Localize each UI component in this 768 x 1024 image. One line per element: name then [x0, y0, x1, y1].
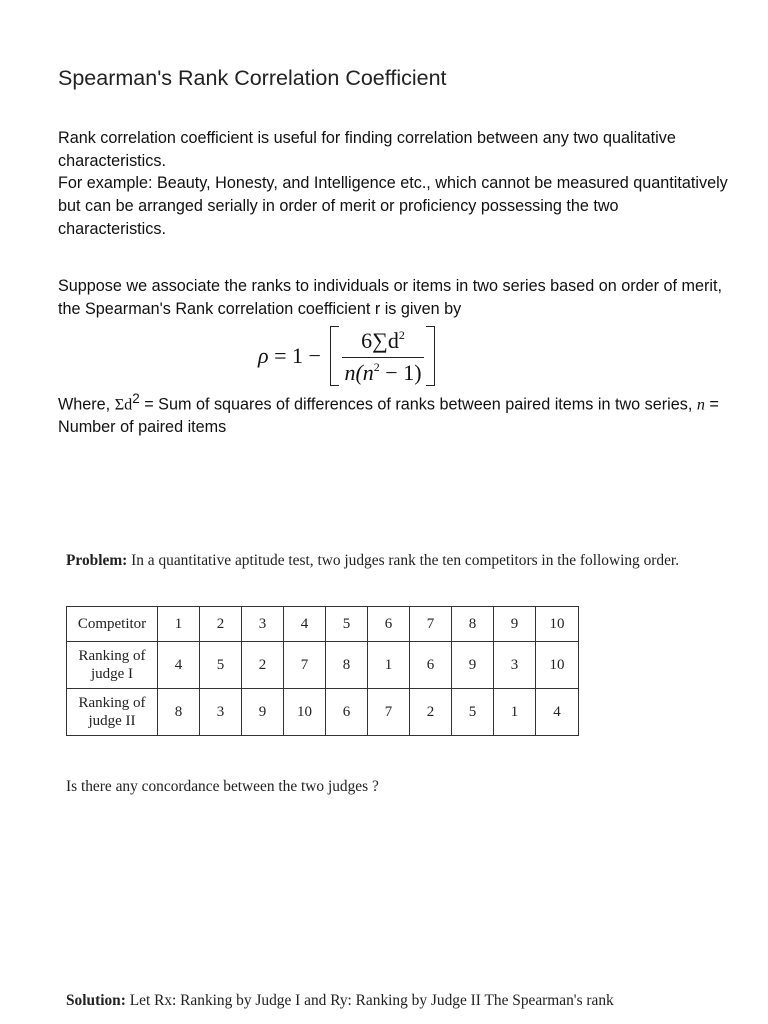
table-cell: 10: [536, 642, 579, 689]
ranking-table: [66, 606, 579, 736]
left-bracket: [330, 326, 339, 386]
table-cell: 1: [494, 689, 536, 736]
problem-label: Problem:: [66, 552, 128, 569]
table-cell: 8: [452, 607, 494, 642]
table-cell: 7: [368, 689, 410, 736]
table-cell: 8: [326, 642, 368, 689]
row-header-line-2: judge I: [90, 666, 134, 682]
spearman-formula: [258, 326, 448, 388]
right-bracket: [426, 326, 435, 386]
table-cell: 9: [452, 642, 494, 689]
row-header-line-1: Ranking of: [78, 695, 146, 711]
where-lead: Where,: [58, 395, 115, 414]
denominator-exponent: 2: [373, 360, 380, 374]
table-cell: 6: [326, 689, 368, 736]
table-cell: 2: [410, 689, 452, 736]
denominator-text-a: n(n: [344, 360, 374, 385]
table-cell: 3: [200, 689, 242, 736]
table-cell: 7: [284, 642, 326, 689]
numerator-text: 6∑d: [361, 328, 399, 353]
page-title: Spearman's Rank Correlation Coefficient: [58, 66, 447, 90]
formula-lhs: [258, 343, 321, 369]
numerator-exponent: 2: [398, 328, 405, 342]
denominator-text-b: − 1): [379, 360, 422, 385]
solution-label: Solution:: [66, 992, 126, 1009]
problem-text: In a quantitative aptitude test, two judges rank the ten competitors in the following order.: [127, 552, 680, 569]
where-text: [58, 388, 728, 439]
table-cell: 6: [410, 642, 452, 689]
table-cell: 7: [410, 607, 452, 642]
row-header-judge-1: [67, 642, 158, 689]
row-header-judge-2: [67, 689, 158, 736]
intro-line-2: For example: Beauty, Honesty, and Intelligence etc., which cannot be measured quantitatively but can be arranged serially in order of merit or proficiency possessing the two characteristics.: [58, 174, 728, 238]
table-cell: 6: [368, 607, 410, 642]
table-cell: 1: [158, 607, 200, 642]
row-header-line-1: Ranking of: [78, 648, 146, 664]
table-cell: 2: [242, 642, 284, 689]
table-cell: 8: [158, 689, 200, 736]
intro-line-1: Rank correlation coefficient is useful for finding correlation between any two qualitative characteristics.: [58, 129, 676, 170]
suppose-paragraph: [58, 275, 728, 320]
table-cell: 5: [452, 689, 494, 736]
table-cell: 3: [494, 642, 536, 689]
table-cell: 10: [284, 689, 326, 736]
n-description: = Number of paired items: [58, 395, 719, 437]
table-cell: 4: [158, 642, 200, 689]
table-row-competitor: [67, 607, 579, 642]
sum-d-symbol: Σd: [114, 395, 133, 414]
problem-statement: [66, 546, 696, 575]
table-cell: 2: [200, 607, 242, 642]
solution-statement: [66, 986, 696, 1015]
sum-d-description: = Sum of squares of differences of ranks between paired items in two series,: [139, 395, 697, 414]
formula-numerator: [342, 328, 424, 354]
row-header-competitor: Competitor: [67, 607, 158, 642]
table-cell: 5: [200, 642, 242, 689]
n-symbol: n: [696, 395, 705, 414]
formula-equals-one-minus: = 1 −: [268, 343, 321, 368]
where-paragraph: [58, 388, 728, 439]
sum-d-exponent: 2: [132, 391, 140, 406]
suppose-text: Suppose we associate the ranks to individuals or items in two series based on order of merit, the Spearman's Rank correlation coefficient r is given by: [58, 277, 723, 318]
table-cell: 1: [368, 642, 410, 689]
table-cell: 10: [536, 607, 579, 642]
intro-paragraph: [58, 127, 728, 241]
table-row-judge-2: [67, 689, 579, 736]
table-cell: 4: [284, 607, 326, 642]
row-header-line-2: judge II: [88, 713, 136, 729]
formula-denominator: [342, 360, 424, 386]
fraction-bar: [342, 357, 424, 358]
table-cell: 3: [242, 607, 284, 642]
table-cell: 9: [242, 689, 284, 736]
solution-text: Let Rx: Ranking by Judge I and Ry: Ranking by Judge II The Spearman's rank: [125, 992, 614, 1009]
table-cell: 5: [326, 607, 368, 642]
table-row-judge-1: [67, 642, 579, 689]
table-cell: 4: [536, 689, 579, 736]
question-text: Is there any concordance between the two judges ?: [66, 778, 379, 795]
table-cell: 9: [494, 607, 536, 642]
rho-symbol: ρ: [258, 343, 269, 368]
